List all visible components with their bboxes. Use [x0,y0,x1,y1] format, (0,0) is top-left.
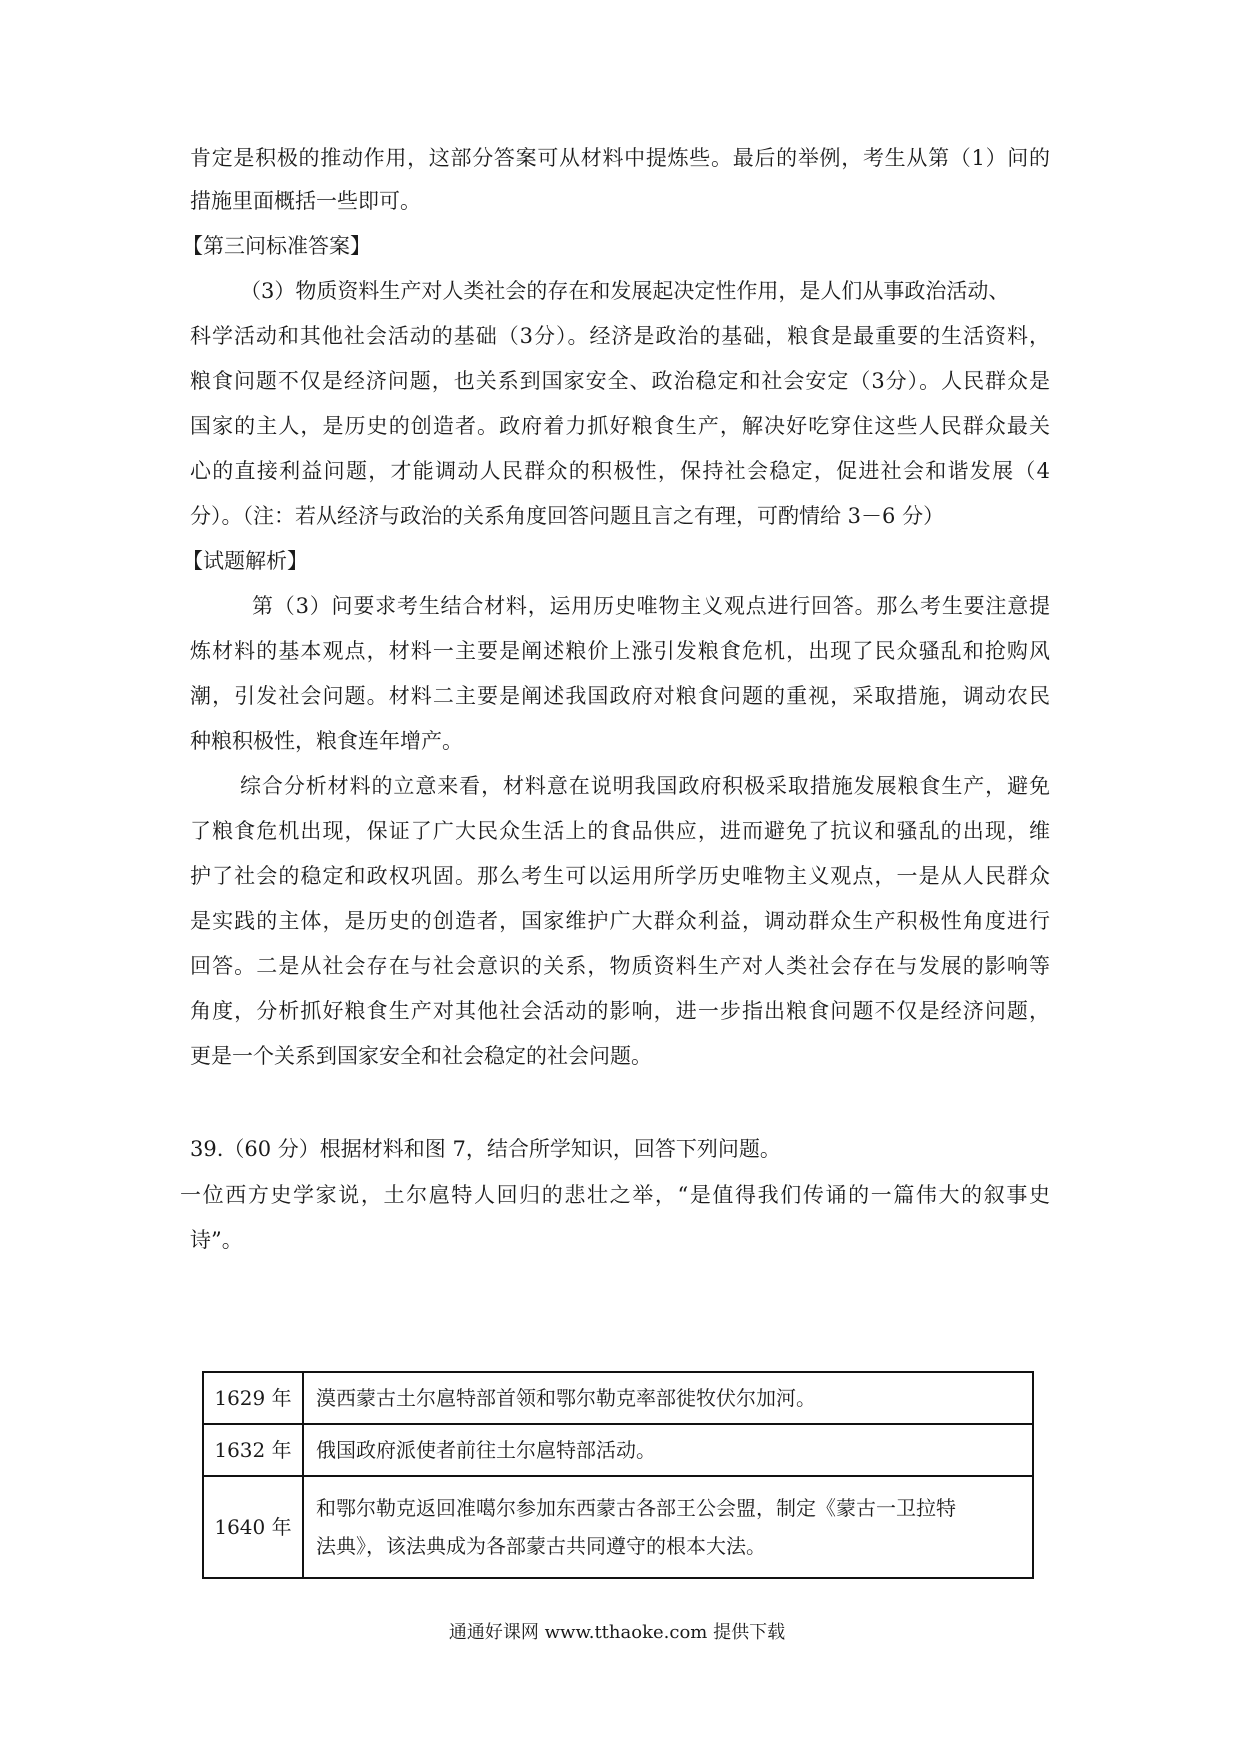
question-39-title: 39.（60 分）根据材料和图 7，结合所学知识，回答下列问题。 [190,1137,781,1161]
question-39-quote: 诗”。 [190,1228,243,1252]
analysis-line: 炼材料的基本观点，材料一主要是阐述粮价上涨引发粮食危机，出现了民众骚乱和抢购风 [190,639,1050,663]
question-39-quote: 一位西方史学家说，土尔扈特人回归的悲壮之举，“是值得我们传诵的一篇伟大的叙事史 [180,1183,1050,1207]
analysis-line: 了粮食危机出现，保证了广大民众生活上的食品供应，进而避免了抗议和骚乱的出现，维 [190,819,1050,843]
analysis-line: 护了社会的稳定和政权巩固。那么考生可以运用所学历史唯物主义观点，一是从人民群众 [190,864,1050,888]
event-cell [303,1372,1033,1424]
intro-line-2: 措施里面概括一些即可。 [190,189,421,213]
intro-line-1: 肯定是积极的推动作用，这部分答案可从材料中提炼些。最后的举例，考生从第（1）问的 [190,146,1050,170]
answer-line: 心的直接利益问题，才能调动人民群众的积极性，保持社会稳定，促进社会和谐发展（4 [190,459,1050,483]
answer-heading: 【第三问标准答案】 [182,234,371,258]
events-table [202,1371,1034,1579]
table-row [203,1476,1033,1578]
analysis-heading: 【试题解析】 [182,549,308,573]
year-cell: 1629 年 [203,1372,303,1424]
analysis-line: 角度，分析抓好粮食生产对其他社会活动的影响，进一步指出粮食问题不仅是经济问题， [190,999,1050,1023]
analysis-line: 更是一个关系到国家安全和社会稳定的社会问题。 [190,1044,652,1068]
table-row [203,1372,1033,1424]
analysis-line: 回答。二是从社会存在与社会意识的关系，物质资料生产对人类社会存在与发展的影响等 [190,954,1050,978]
footer-source: 通通好课网 www.tthaoke.com 提供下载 [448,1622,786,1643]
event-text: 法典》，该法典成为各部蒙古共同遵守的根本大法。 [316,1534,766,1558]
analysis-line: 第（3）问要求考生结合材料，运用历史唯物主义观点进行回答。那么考生要注意提 [252,594,1050,618]
answer-line: 粮食问题不仅是经济问题，也关系到国家安全、政治稳定和社会安定（3分）。人民群众是 [190,369,1050,393]
event-text: 和鄂尔勒克返回准噶尔参加东西蒙古各部王公会盟，制定《蒙古一卫拉特 [316,1496,956,1520]
analysis-line: 潮，引发社会问题。材料二主要是阐述我国政府对粮食问题的重视，采取措施，调动农民 [190,684,1050,708]
year-cell: 1640 年 [203,1476,303,1578]
answer-line: 科学活动和其他社会活动的基础（3分）。经济是政治的基础，粮食是最重要的生活资料， [190,324,1050,348]
event-cell [303,1476,1033,1578]
answer-line: （3）物质资料生产对人类社会的存在和发展起决定性作用，是人们从事政治活动、 [240,279,1010,303]
year-cell: 1632 年 [203,1424,303,1476]
event-cell [303,1424,1033,1476]
analysis-line: 综合分析材料的立意来看，材料意在说明我国政府积极采取措施发展粮食生产，避免 [240,774,1050,798]
event-text: 漠西蒙古土尔扈特部首领和鄂尔勒克率部徙牧伏尔加河。 [316,1386,816,1410]
event-text: 俄国政府派使者前往土尔扈特部活动。 [316,1438,656,1462]
table-row [203,1424,1033,1476]
analysis-line: 是实践的主体，是历史的创造者，国家维护广大群众利益，调动群众生产积极性角度进行 [190,909,1050,933]
answer-line: 分）。（注：若从经济与政治的关系角度回答问题且言之有理，可酌情给 3－6 分） [190,504,945,528]
answer-line: 国家的主人，是历史的创造者。政府着力抓好粮食生产，解决好吃穿住这些人民群众最关 [190,414,1050,438]
analysis-line: 种粮积极性，粮食连年增产。 [190,729,463,753]
